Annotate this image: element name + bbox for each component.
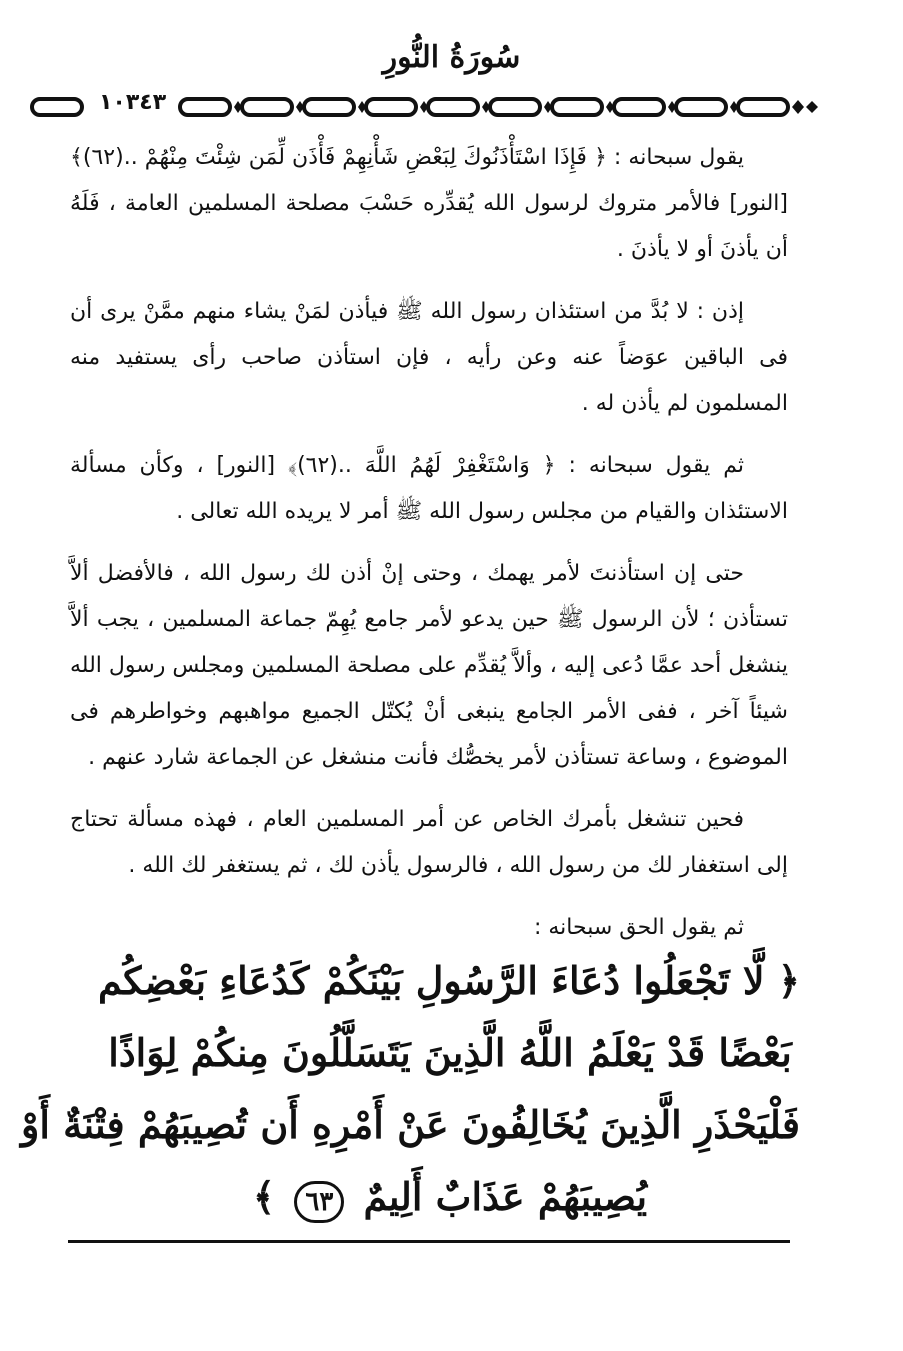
verse-line: يُصِيبَهُمْ عَذَابٌ أَلِيمٌ	[363, 1174, 648, 1219]
paragraph: ثم يقول سبحانه : ﴿ وَاسْتَغْفِرْ لَهُمُ اللَّهَ ..(٦٢)﴾ [النور] ، وكأن مسألة الاستئذان والقيام من مجلس رسول الله ﷺ أمر لا يريده الله تعالى .	[70, 453, 788, 524]
paragraph: حتى إن استأذنتَ لأمر يهمك ، وحتى إنْ أذن لك رسول الله ، فالأفضل ألاَّ تستأذن ؛ لأن الرسول ﷺ حين يدعو لأمر جامع يُهِمّ جماعة المسلمين ، يجب ألاَّ ينشغل أحد عمَّا دُعى إليه ، وألاَّ يُقدِّم على مصلحة المسلمين ومجلس رسول الله شيئاً آخر ، ففى الأمر الجامع ينبغى أنْ يُكتّل الجميع مواهبهم وخواطرهم فى الموضوع ، وساعة تستأذن لأمر يخصُّك فأنت منشغل عن الجماعة شارد عنهم .	[70, 561, 788, 770]
page-number: ١٠٣٤٣	[95, 90, 170, 115]
ayah-number-badge: ٦٣	[294, 1181, 344, 1223]
verse-line: ﴿ لَّا تَجْعَلُوا دُعَاءَ الرَّسُولِ بَيْنَكُمْ كَدُعَاءِ بَعْضِكُم	[97, 958, 800, 1003]
verse-line: فَلْيَحْذَرِ الَّذِينَ يُخَالِفُونَ عَنْ أَمْرِهِ أَن تُصِيبَهُمْ فِتْنَةٌ أَوْ	[21, 1102, 800, 1147]
paragraph: يقول سبحانه : ﴿ فَإِذَا اسْتَأْذَنُوكَ لِبَعْضِ شَأْنِهِمْ فَأْذَن لِّمَن شِئْتَ مِنْهُمْ ..(٦٢)﴾ [النور] فالأمر متروك لرسول الله يُقدِّره حَسْبَ مصلحة المسلمين العامة ، فَلَهُ أن يأذنَ أو لا يأذنَ .	[70, 145, 788, 262]
paragraph: ثم يقول الحق سبحانه :	[533, 915, 744, 940]
surah-title: سُورَةُ النُّورِ	[382, 40, 521, 75]
closing-bracket: ﴾	[252, 1174, 276, 1219]
verse-line-last	[100, 1161, 800, 1233]
paragraph: فحين تنشغل بأمرك الخاص عن أمر المسلمين العام ، فهذه مسألة تحتاج إلى استغفار لك من رسول الله ، فالرسول يأذن لك ، ثم يستغفر لك الله .	[70, 807, 788, 878]
paragraph: إذن : لا بُدَّ من استئذان رسول الله ﷺ فيأذن لمَنْ يشاء منهم ممَّنْ يرى أن فى الباقين عوَضاً عنه وعن رأيه ، فإن استأذن صاحب رأى يستفيد منه المسلمون لم يأذن له .	[70, 299, 788, 416]
quran-verse	[21, 945, 800, 1233]
body-text	[70, 135, 788, 967]
footer-divider	[68, 1240, 790, 1243]
verse-line: بَعْضًا قَدْ يَعْلَمُ اللَّهُ الَّذِينَ يَتَسَلَّلُونَ مِنكُمْ لِوَاذًا	[108, 1030, 792, 1075]
